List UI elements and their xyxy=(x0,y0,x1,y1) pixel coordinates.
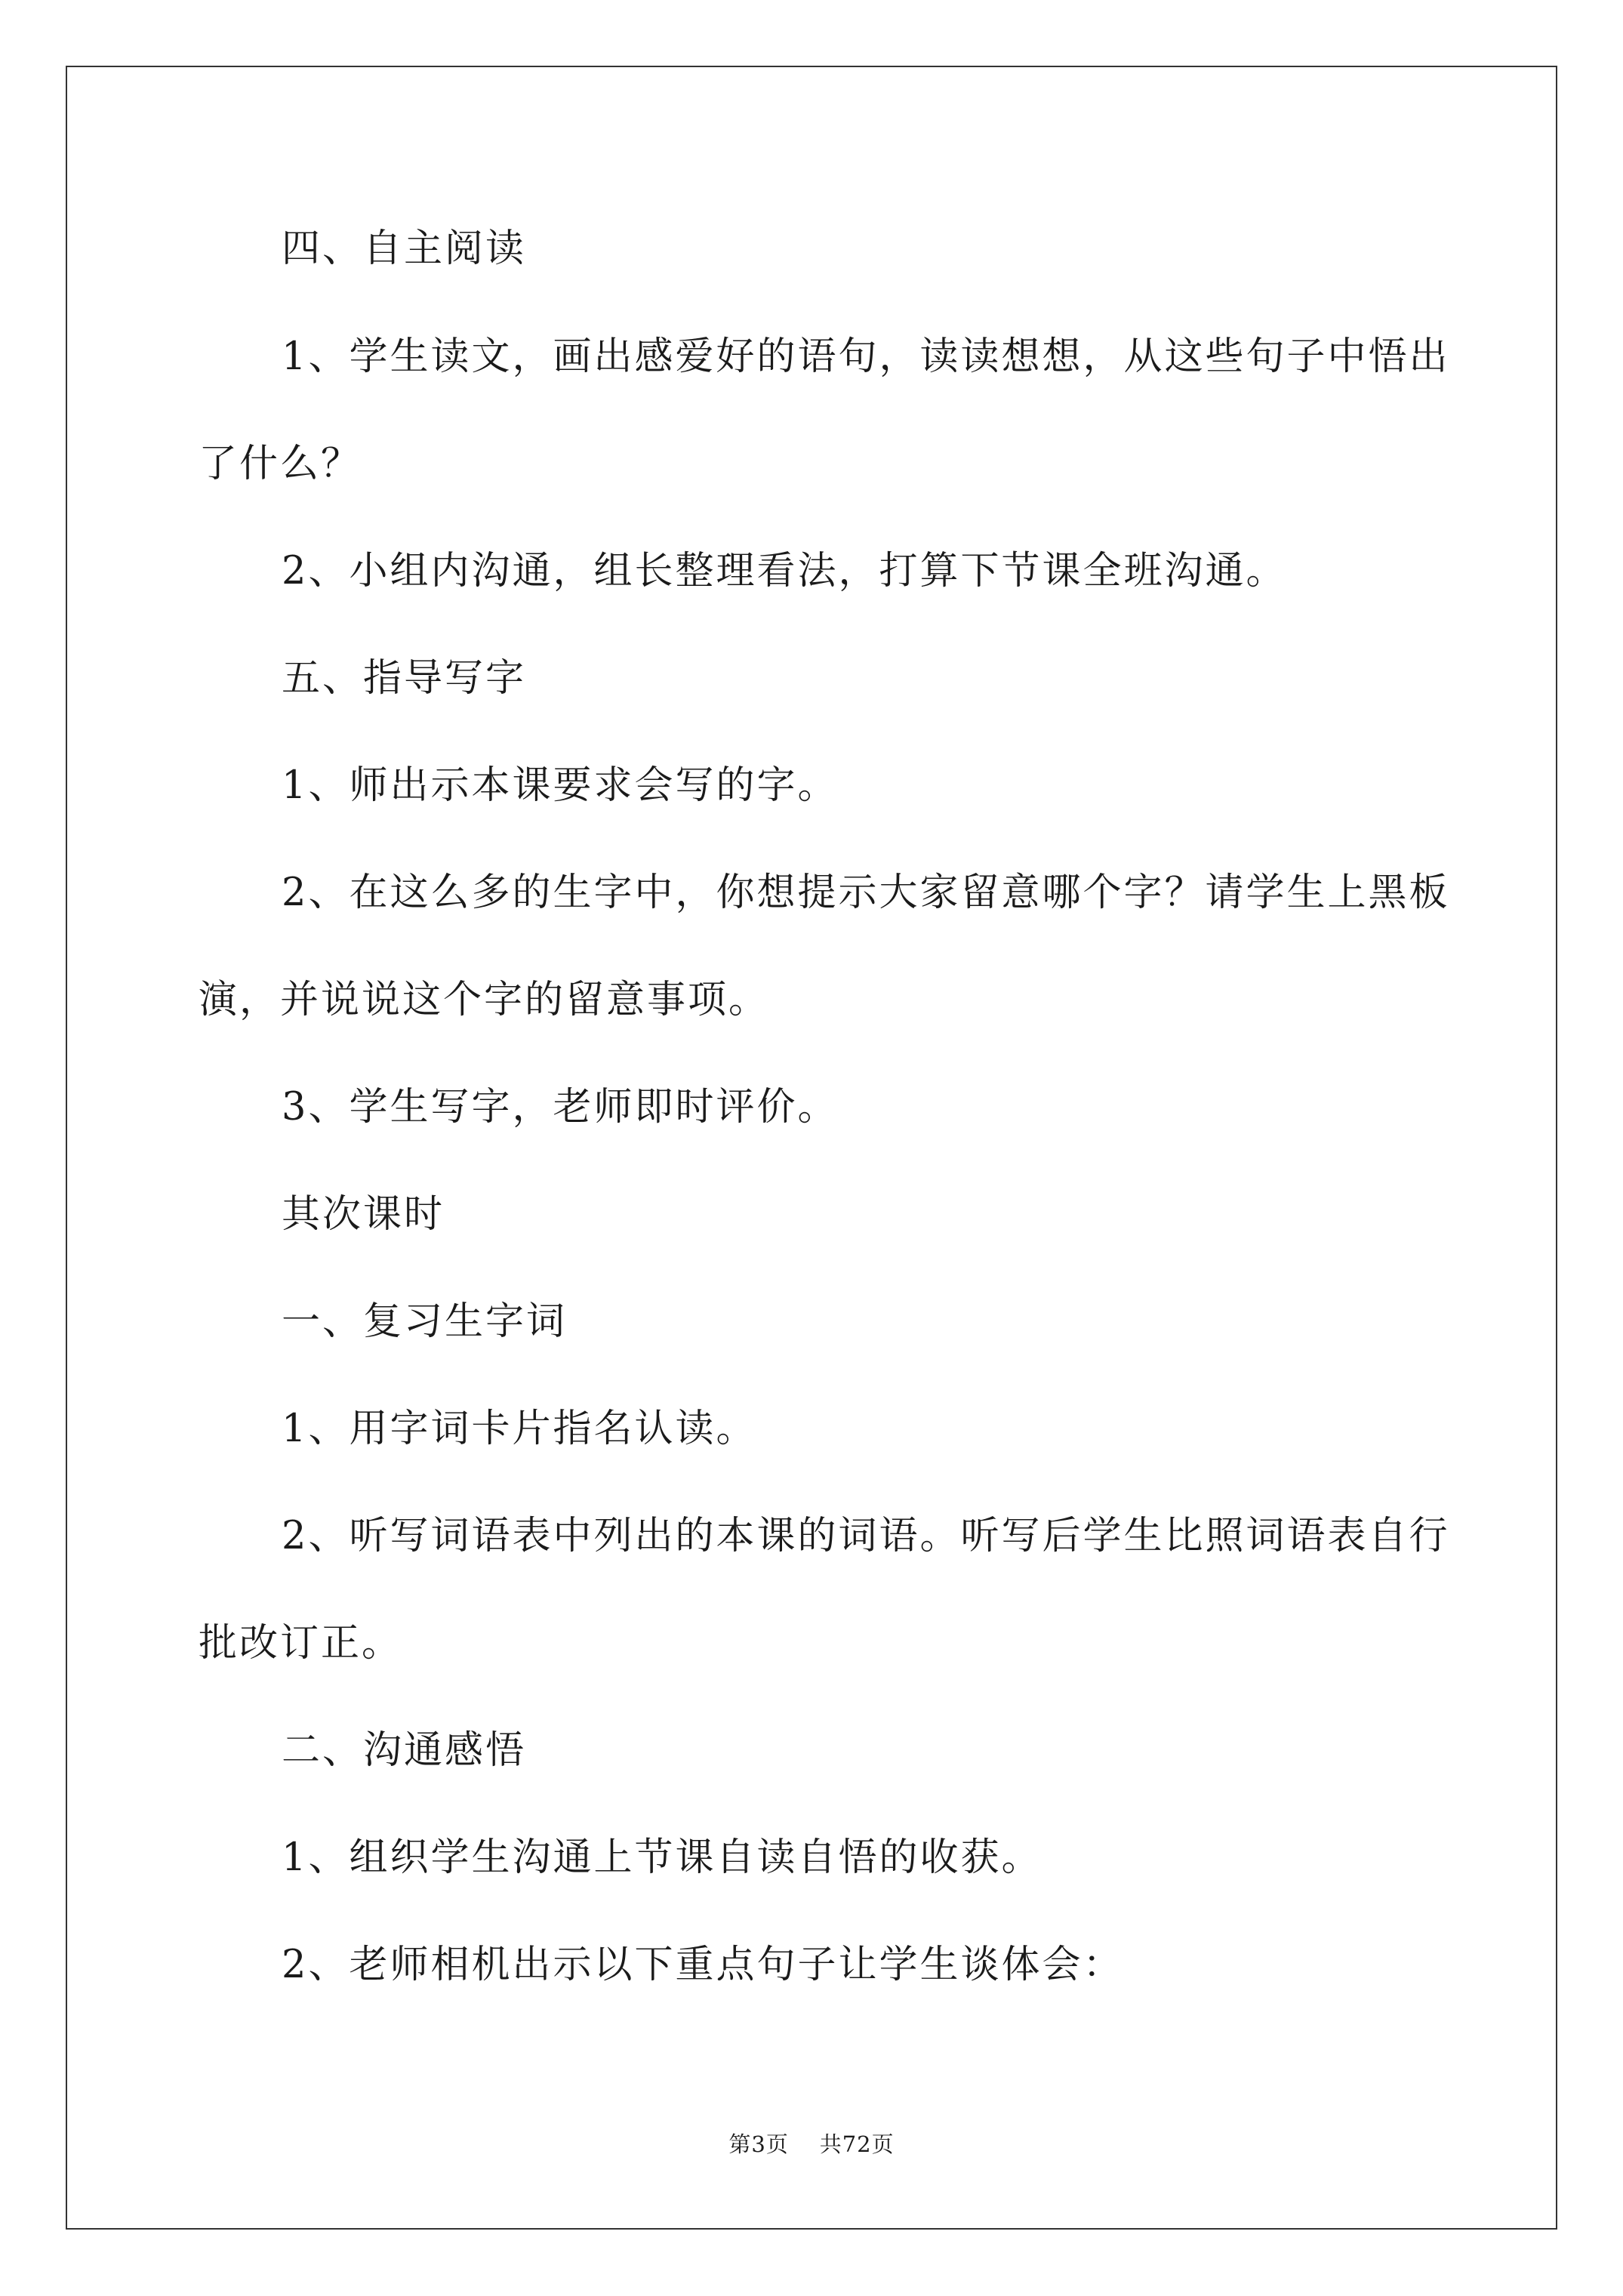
paragraph-line: 2、老师相机出示以下重点句子让学生谈体会： xyxy=(282,1943,1124,1987)
paragraph-line: 3、学生写字，老师即时评价。 xyxy=(282,1085,839,1130)
page-total: 共72页 xyxy=(819,2131,895,2157)
heading-line: 四、自主阅读 xyxy=(282,227,527,271)
paragraph-line: 1、学生读文，画出感爱好的语句，读读想想，从这些句子中悟出 xyxy=(282,334,1450,379)
paragraph-line: 2、小组内沟通，组长整理看法，打算下节课全班沟通。 xyxy=(282,549,1287,593)
heading-line: 二、沟通感悟 xyxy=(282,1728,527,1773)
heading-line: 其次课时 xyxy=(282,1192,445,1237)
paragraph-line: 演，并说说这个字的留意事项。 xyxy=(199,978,770,1022)
paragraph-line: 批改订正。 xyxy=(199,1621,403,1666)
paragraph-line: 1、用字词卡片指名认读。 xyxy=(282,1407,757,1451)
page-number: 第3页 xyxy=(728,2131,789,2157)
page-footer xyxy=(0,2129,1623,2159)
page-frame xyxy=(66,66,1557,2230)
paragraph-line: 1、组织学生沟通上节课自读自悟的收获。 xyxy=(282,1835,1042,1880)
paragraph-line: 了什么？ xyxy=(199,442,362,486)
paragraph-line: 1、师出示本课要求会写的字。 xyxy=(282,763,839,808)
heading-line: 一、复习生字词 xyxy=(282,1299,568,1344)
paragraph-line: 2、在这么多的生字中，你想提示大家留意哪个字？请学生上黑板 xyxy=(282,871,1450,915)
paragraph-line: 2、听写词语表中列出的本课的词语。听写后学生比照词语表自行 xyxy=(282,1514,1450,1558)
heading-line: 五、指导写字 xyxy=(282,656,527,701)
